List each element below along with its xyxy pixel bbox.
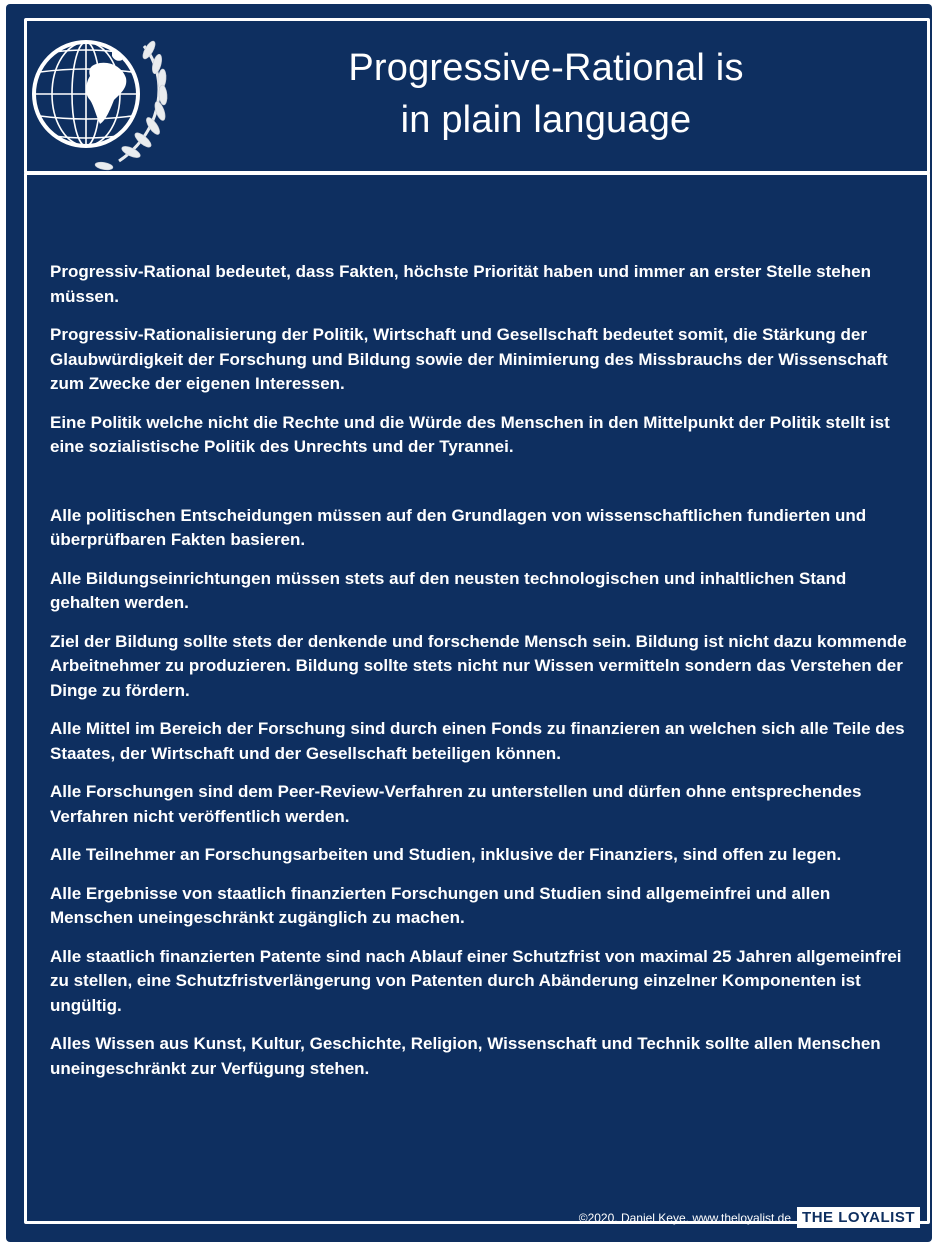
principle-paragraph: Alle Bildungseinrichtungen müssen stets auf den neusten technologischen und inhaltlichen Stand gehalten werden.: [50, 568, 847, 612]
spacer: [50, 474, 916, 504]
footer: [579, 1207, 920, 1228]
title-line-1: Progressive-Rational is: [348, 47, 744, 89]
principle-paragraph: Alle staatlich finanzierten Patente sind nach Ablauf einer Schutzfrist von maximal 25 Jahren allgemeinfrei zu stellen, eine Schutzfristverlängerung von Patenten durch Abänderung einzelner Komponenten ist ungültig.: [50, 946, 902, 1015]
principle-paragraph: Alles Wissen aus Kunst, Kultur, Geschichte, Religion, Wissenschaft und Technik sollte allen Menschen uneingeschränkt zur Verfügung stehen.: [50, 1034, 881, 1078]
page-title: [246, 42, 846, 146]
principle-paragraph: Ziel der Bildung sollte stets der denkende und forschende Mensch sein. Bildung ist nicht dazu kommende Arbeitnehmer zu produzieren. Bildung sollte stets nicht nur Wissen vermitteln sondern das Verstehen der Dinge zu fördern.: [50, 631, 907, 700]
brand-logo: THE LOYALIST: [797, 1207, 920, 1228]
principle-paragraph: Alle Mittel im Bereich der Forschung sind durch einen Fonds zu finanzieren an welchen sich alle Teile des Staates, der Wirtschaft und der Gesellschaft beteiligen können.: [50, 719, 905, 763]
intro-paragraph: Progressiv-Rational bedeutet, dass Fakten, höchste Priorität haben und immer an erster Stelle stehen müssen.: [50, 262, 871, 306]
principle-paragraph: Alle Ergebnisse von staatlich finanzierten Forschungen und Studien sind allgemeinfrei und allen Menschen uneingeschränkt zugänglich zu machen.: [50, 883, 831, 927]
poster: [6, 4, 932, 1242]
principle-paragraph: Alle Forschungen sind dem Peer-Review-Verfahren zu unterstellen und dürfen ohne entsprechendes Verfahren nicht veröffentlich werden.: [50, 782, 862, 826]
intro-paragraph: Eine Politik welche nicht die Rechte und die Würde des Menschen in den Mittelpunkt der Politik stellt ist eine sozialistische Politik des Unrechts und der Tyrannei.: [50, 412, 890, 456]
intro-paragraph: Progressiv-Rationalisierung der Politik, Wirtschaft und Gesellschaft bedeutet somit, die Stärkung der Glaubwürdigkeit der Forschung und Bildung sowie der Minimierung des Missbrauchs der Wissenschaft zum Zwecke der eigenen Interessen.: [50, 325, 888, 393]
title-line-2: in plain language: [400, 99, 692, 141]
principle-paragraph: Alle politischen Entscheidungen müssen auf den Grundlagen von wissenschaftlichen fundierten und überprüfbaren Fakten basieren.: [50, 505, 867, 549]
content: [50, 260, 916, 1095]
globe-laurel-icon: [24, 16, 174, 176]
principle-paragraph: Alle Teilnehmer an Forschungsarbeiten und Studien, inklusive der Finanziers, sind offen zu legen.: [50, 845, 842, 864]
copyright-credit: ©2020, Daniel Keye, www.theloyalist.de: [578, 1210, 792, 1225]
